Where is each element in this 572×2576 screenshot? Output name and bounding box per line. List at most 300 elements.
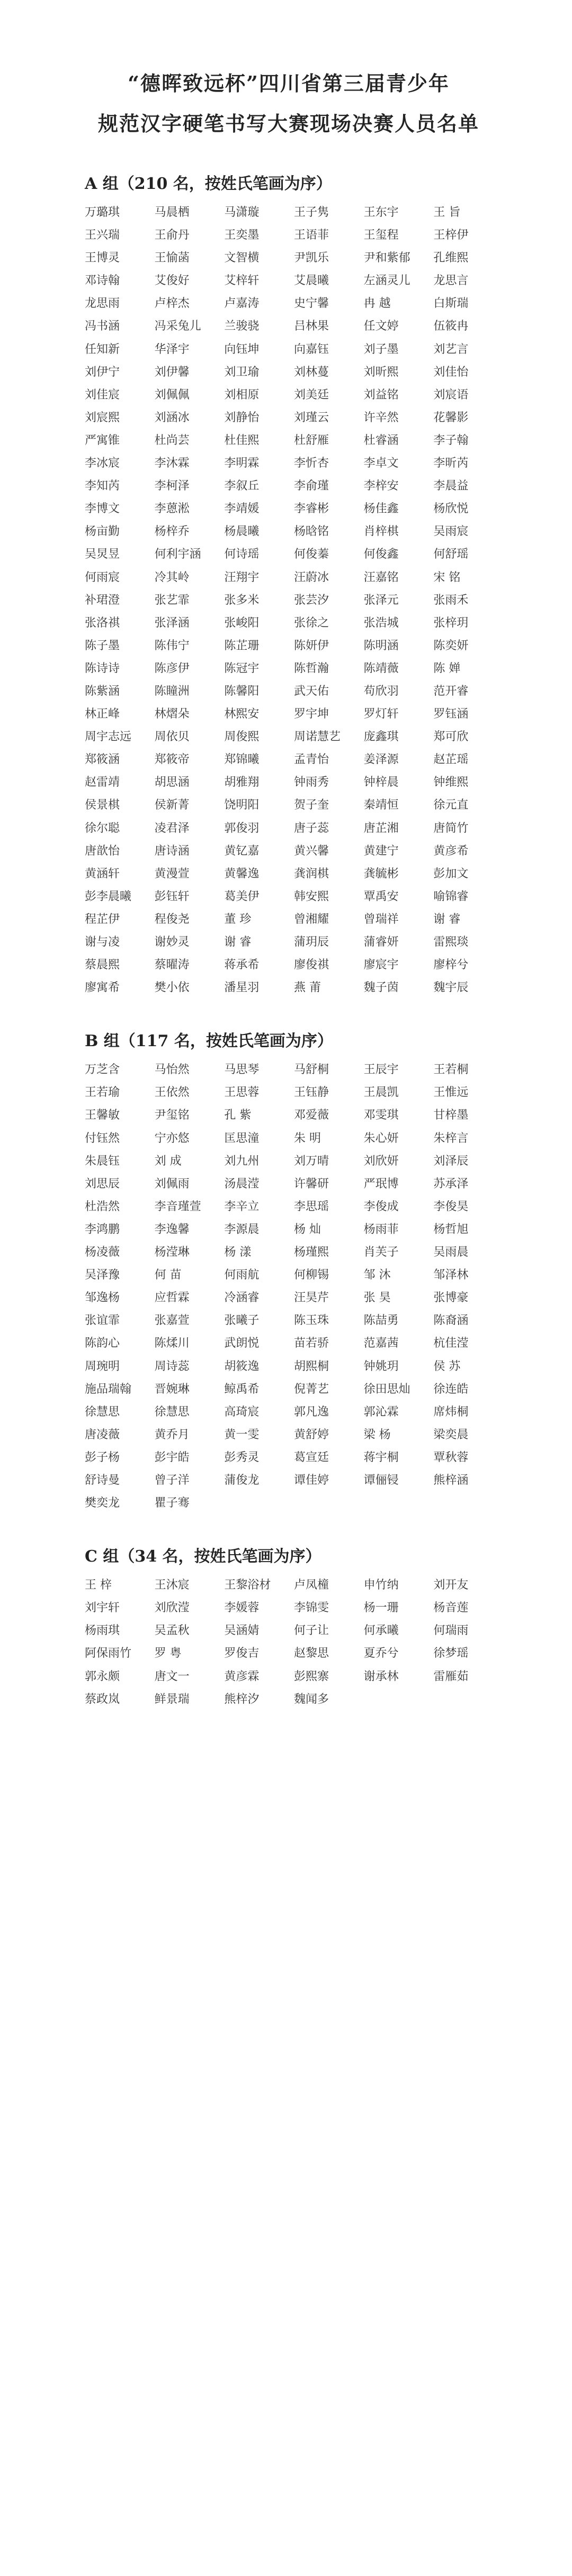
name-entry: 杭佳滢 [433, 1337, 469, 1350]
name-entry: 严寓锥 [85, 433, 120, 447]
name-entry: 杨哲旭 [433, 1222, 469, 1236]
name-entry: 杨梓乔 [154, 525, 190, 539]
name-entry: 彭李晨曦 [85, 890, 132, 903]
name-entry: 鲜景瑞 [154, 1692, 190, 1706]
name-entry: 周琬明 [85, 1359, 120, 1373]
name-entry: 向钰坤 [224, 342, 260, 356]
name-entry: 杨佳鑫 [363, 502, 399, 516]
name-entry: 万璐琪 [85, 206, 120, 219]
name-entry: 卢凤橦 [294, 1579, 329, 1592]
name-entry: 曾瑞祥 [363, 912, 399, 926]
name-entry: 李思瑶 [294, 1200, 329, 1213]
group-a-name-grid [85, 201, 503, 999]
name-entry: 张芸汐 [294, 593, 329, 607]
name-entry: 廖宸宇 [363, 958, 399, 972]
name-entry: 李忻杏 [294, 457, 329, 470]
name-entry: 马怡然 [154, 1063, 190, 1077]
name-entry: 汪蔚冰 [294, 570, 329, 584]
name-entry: 曾子洋 [154, 1473, 190, 1487]
name-entry: 杜睿涵 [363, 433, 399, 447]
name-entry: 郭永颇 [85, 1670, 120, 1683]
name-entry: 郑筱涵 [85, 753, 120, 767]
name-entry: 王奕墨 [224, 229, 260, 242]
name-entry: 陈哲瀚 [294, 661, 329, 675]
name-entry: 汪嘉铭 [363, 570, 399, 584]
name-entry: 陈明涵 [363, 639, 399, 652]
name-entry: 罗钰涵 [433, 708, 469, 721]
name-entry: 唐歆怡 [85, 844, 120, 858]
name-entry: 黄乔月 [154, 1428, 190, 1441]
group-a-section [85, 174, 503, 999]
name-entry: 张泽涵 [154, 616, 190, 630]
name-entry: 补珺澄 [85, 593, 120, 607]
name-entry: 邹 沐 [363, 1268, 391, 1282]
name-entry: 武天佑 [294, 684, 329, 698]
name-entry: 林正峰 [85, 708, 120, 721]
name-entry: 王晨凯 [363, 1086, 399, 1100]
name-entry: 黄漫萱 [154, 867, 190, 881]
name-entry: 任知新 [85, 342, 120, 356]
name-entry: 陈冠宇 [224, 661, 260, 675]
name-entry: 贺子奎 [294, 799, 329, 812]
name-entry: 王 梓 [85, 1579, 112, 1592]
name-entry: 彭钰轩 [154, 890, 190, 903]
name-entry: 唐文一 [154, 1670, 190, 1683]
group-c-section [85, 1546, 503, 1711]
name-entry: 彭熙寨 [294, 1670, 329, 1683]
name-entry: 李睿彬 [294, 502, 329, 516]
name-entry: 陈诗诗 [85, 661, 120, 675]
name-entry: 汪翔宇 [224, 570, 260, 584]
name-entry: 艾晨曦 [294, 274, 329, 288]
name-entry: 陈彦伊 [154, 661, 190, 675]
name-entry: 陈芷珊 [224, 639, 260, 652]
name-entry: 肖梓棋 [363, 525, 399, 539]
name-entry: 白斯瑞 [433, 297, 469, 311]
name-entry: 王沐宸 [154, 1579, 190, 1592]
name-entry: 黄建宁 [363, 844, 399, 858]
name-entry: 苗若骄 [294, 1337, 329, 1350]
name-entry: 何 苗 [154, 1268, 182, 1282]
name-entry: 梁奕晨 [433, 1428, 469, 1441]
name-entry: 汤晨滢 [224, 1177, 260, 1191]
name-entry: 何瑞雨 [433, 1624, 469, 1638]
title-line-2: 规范汉字硬笔书写大赛现场决赛人员名单 [97, 112, 479, 135]
name-entry: 徐连皓 [433, 1382, 469, 1396]
name-entry: 刘艺言 [433, 342, 469, 356]
name-entry: 李柯泽 [154, 479, 190, 493]
name-entry: 王馨敏 [85, 1109, 120, 1122]
name-entry: 凌君泽 [154, 821, 190, 835]
name-entry: 李明霖 [224, 457, 260, 470]
name-entry: 谢 睿 [224, 936, 252, 949]
name-entry: 艾俊好 [154, 274, 190, 288]
name-entry: 王思蓉 [224, 1086, 260, 1100]
name-entry: 杨瑾熙 [294, 1246, 329, 1259]
name-entry: 黄钇嘉 [224, 844, 260, 858]
name-entry: 何承曦 [363, 1624, 399, 1638]
name-entry: 刘美廷 [294, 388, 329, 402]
name-entry: 杨凌薇 [85, 1246, 120, 1259]
name-entry: 邓诗翰 [85, 274, 120, 288]
name-entry: 杨 漾 [224, 1246, 252, 1259]
name-entry: 唐凌薇 [85, 1428, 120, 1441]
name-entry: 陈 婵 [433, 661, 461, 675]
name-entry: 陈奕妍 [433, 639, 469, 652]
name-entry: 王梓伊 [433, 229, 469, 242]
name-entry: 饶明阳 [224, 799, 260, 812]
name-entry: 杜浩然 [85, 1200, 120, 1213]
name-entry: 艾梓轩 [224, 274, 260, 288]
name-entry: 王 旨 [433, 206, 461, 219]
name-entry: 杜舒雁 [294, 433, 329, 447]
name-entry: 彭秀灵 [224, 1450, 260, 1464]
name-entry: 李昕芮 [433, 457, 469, 470]
name-entry: 樊奕龙 [85, 1496, 120, 1510]
name-entry: 范开睿 [433, 684, 469, 698]
name-entry: 覃秋蓉 [433, 1450, 469, 1464]
name-entry: 李媛蓉 [224, 1601, 260, 1615]
name-entry: 黄一雯 [224, 1428, 260, 1441]
name-entry: 钟维熙 [433, 776, 469, 790]
name-entry: 陈子墨 [85, 639, 120, 652]
name-entry: 罗 粤 [154, 1647, 182, 1661]
name-entry: 苟欣羽 [363, 684, 399, 698]
name-entry: 何柳锡 [294, 1268, 329, 1282]
name-entry: 周俊熙 [224, 730, 260, 744]
name-entry: 王兴瑞 [85, 229, 120, 242]
name-entry: 唐简竹 [433, 821, 469, 835]
name-entry: 龙思雨 [85, 297, 120, 311]
name-entry: 彭子杨 [85, 1450, 120, 1464]
name-entry: 张梓玥 [433, 616, 469, 630]
name-entry: 罗宇坤 [294, 708, 329, 721]
name-entry: 冯采兔儿 [154, 320, 201, 333]
name-entry: 董 珍 [224, 912, 252, 926]
name-entry: 冉 越 [363, 297, 391, 311]
name-entry: 蒲睿妍 [363, 936, 399, 949]
name-entry: 陈紫涵 [85, 684, 120, 698]
name-entry: 肖芙子 [363, 1246, 399, 1259]
name-entry: 张泽元 [363, 593, 399, 607]
name-entry: 李音瑾萱 [154, 1200, 201, 1213]
name-entry: 孔 紫 [224, 1109, 252, 1122]
name-entry: 葛宣廷 [294, 1450, 329, 1464]
name-entry: 刘欣妍 [363, 1154, 399, 1168]
name-entry: 马舒桐 [294, 1063, 329, 1077]
name-entry: 廖寓希 [85, 981, 120, 995]
name-entry: 刘泽辰 [433, 1154, 469, 1168]
name-entry: 吴雨晨 [433, 1246, 469, 1259]
name-entry: 卢嘉涛 [224, 297, 260, 311]
name-entry: 陈馨阳 [224, 684, 260, 698]
name-entry: 吕林果 [294, 320, 329, 333]
name-entry: 熊梓涵 [433, 1473, 469, 1487]
name-entry: 杨亩勤 [85, 525, 120, 539]
name-entry: 黄涵轩 [85, 867, 120, 881]
name-entry: 邓爱薇 [294, 1109, 329, 1122]
name-entry: 姜泽源 [363, 753, 399, 767]
name-entry: 花馨影 [433, 411, 469, 424]
name-entry: 张洛祺 [85, 616, 120, 630]
name-entry: 许辛然 [363, 411, 399, 424]
name-entry: 刘九州 [224, 1154, 260, 1168]
name-entry: 冷涵睿 [224, 1291, 260, 1305]
name-entry: 龚润棋 [294, 867, 329, 881]
name-entry: 吴雨宸 [433, 525, 469, 539]
name-entry: 蒋承希 [224, 958, 260, 972]
name-entry: 刘益铭 [363, 388, 399, 402]
name-entry: 周依贝 [154, 730, 190, 744]
name-entry: 张峻阳 [224, 616, 260, 630]
name-entry: 史宁馨 [294, 297, 329, 311]
name-entry: 喻锦睿 [433, 890, 469, 903]
name-entry: 黄彦霖 [224, 1670, 260, 1683]
name-entry: 谢妙灵 [154, 936, 190, 949]
name-entry: 张徐之 [294, 616, 329, 630]
group-c-name-grid [85, 1574, 503, 1711]
name-entry: 刘子墨 [363, 342, 399, 356]
name-entry: 施品瑞翰 [85, 1382, 132, 1396]
name-entry: 陈玉珠 [294, 1314, 329, 1328]
name-entry: 付钰然 [85, 1131, 120, 1145]
name-entry: 李俞瑾 [294, 479, 329, 493]
name-entry: 郑筱帝 [154, 753, 190, 767]
name-entry: 刘昕熙 [363, 365, 399, 379]
name-entry: 任文婷 [363, 320, 399, 333]
name-entry: 赵芷瑶 [433, 753, 469, 767]
name-entry: 黄兴馨 [294, 844, 329, 858]
name-entry: 张 昊 [363, 1291, 391, 1305]
name-entry: 钟雨秀 [294, 776, 329, 790]
name-entry: 周宇志远 [85, 730, 132, 744]
name-entry: 刘涵冰 [154, 411, 190, 424]
name-entry: 钟姚玥 [363, 1359, 399, 1373]
name-entry: 杨音莲 [433, 1601, 469, 1615]
name-entry: 尹玺铭 [154, 1109, 190, 1122]
name-entry: 唐诗涵 [154, 844, 190, 858]
name-entry: 李辛立 [224, 1200, 260, 1213]
group-a-heading: A 组（210 名，按姓氏笔画为序） [85, 175, 332, 193]
name-entry: 侯新菁 [154, 799, 190, 812]
name-entry: 范嘉茜 [363, 1337, 399, 1350]
name-entry: 周诺慧艺 [294, 730, 341, 744]
name-entry: 何雨宸 [85, 570, 120, 584]
name-entry: 曾湘耀 [294, 912, 329, 926]
name-entry: 王若瑜 [85, 1086, 120, 1100]
name-entry: 程俊尧 [154, 912, 190, 926]
group-b-name-grid [85, 1058, 503, 1514]
name-entry: 匡思潼 [224, 1131, 260, 1145]
name-entry: 雷熙琰 [433, 936, 469, 949]
name-entry: 何子让 [294, 1624, 329, 1638]
name-entry: 王依然 [154, 1086, 190, 1100]
name-entry: 王钰静 [294, 1086, 329, 1100]
name-entry: 陈妍伊 [294, 639, 329, 652]
name-entry: 吴涵婧 [224, 1624, 260, 1638]
name-entry: 刘佩雨 [154, 1177, 190, 1191]
name-entry: 胡思涵 [154, 776, 190, 790]
name-entry: 张博豪 [433, 1291, 469, 1305]
name-entry: 蒲俊龙 [224, 1473, 260, 1487]
name-entry: 张曦子 [224, 1314, 260, 1328]
group-b-section [85, 1031, 503, 1514]
name-entry: 龙思言 [433, 274, 469, 288]
name-entry: 林熙安 [224, 708, 260, 721]
name-entry: 申竹纳 [363, 1579, 399, 1592]
name-entry: 庞鑫琪 [363, 730, 399, 744]
name-entry: 李沐霖 [154, 457, 190, 470]
name-entry: 唐芷湘 [363, 821, 399, 835]
name-entry: 魏闻多 [294, 1692, 329, 1706]
name-entry: 何利宇涵 [154, 548, 201, 561]
name-entry: 郭沁霖 [363, 1405, 399, 1419]
name-entry: 武朗悦 [224, 1337, 260, 1350]
name-entry: 杨雨菲 [363, 1222, 399, 1236]
name-entry: 罗灯轩 [363, 708, 399, 721]
name-entry: 李梓安 [363, 479, 399, 493]
name-entry: 王若桐 [433, 1063, 469, 1077]
name-entry: 张多米 [224, 593, 260, 607]
name-entry: 何雨航 [224, 1268, 260, 1282]
name-entry: 李锦雯 [294, 1601, 329, 1615]
name-entry: 卢梓杰 [154, 297, 190, 311]
name-entry: 徐元直 [433, 799, 469, 812]
name-entry: 阿保雨竹 [85, 1647, 132, 1661]
name-entry: 张嘉萱 [154, 1314, 190, 1328]
name-entry: 刘静怡 [224, 411, 260, 424]
name-entry: 蔡政岚 [85, 1692, 120, 1706]
name-entry: 何俊鑫 [363, 548, 399, 561]
name-entry: 李俊昊 [433, 1200, 469, 1213]
name-entry: 胡雅翔 [224, 776, 260, 790]
name-entry: 邹泽林 [433, 1268, 469, 1282]
name-entry: 刘宇轩 [85, 1601, 120, 1615]
name-entry: 何俊蓁 [294, 548, 329, 561]
name-entry: 胡熙桐 [294, 1359, 329, 1373]
name-entry: 谢与凌 [85, 936, 120, 949]
name-entry: 程芷伊 [85, 912, 120, 926]
name-entry: 邹逸杨 [85, 1291, 120, 1305]
name-entry: 覃禹安 [363, 890, 399, 903]
name-entry: 李俊成 [363, 1200, 399, 1213]
name-entry: 黄舒婷 [294, 1428, 329, 1441]
name-entry: 冯书涵 [85, 320, 120, 333]
name-entry: 向嘉钰 [294, 342, 329, 356]
name-entry: 宁亦悠 [154, 1131, 190, 1145]
name-entry: 冷其岭 [154, 570, 190, 584]
name-entry: 刘佳怡 [433, 365, 469, 379]
name-entry: 伍筱冉 [433, 320, 469, 333]
name-entry: 徐慧思 [85, 1405, 120, 1419]
name-entry: 马晨栖 [154, 206, 190, 219]
name-entry: 李蒽淞 [154, 502, 190, 516]
name-entry: 何舒瑶 [433, 548, 469, 561]
name-entry: 郭凡逸 [294, 1405, 329, 1419]
name-entry: 刘林蔓 [294, 365, 329, 379]
name-entry: 秦靖恒 [363, 799, 399, 812]
name-entry: 杨晨曦 [224, 525, 260, 539]
group-b-heading: B 组（117 名，按姓氏笔画为序） [85, 1032, 333, 1051]
name-entry: 樊小依 [154, 981, 190, 995]
name-entry: 魏宇辰 [433, 981, 469, 995]
name-entry: 杨滢琳 [154, 1246, 190, 1259]
name-entry: 舒诗曼 [85, 1473, 120, 1487]
name-entry: 徐梦瑶 [433, 1647, 469, 1661]
name-entry: 朱 明 [294, 1131, 321, 1145]
name-entry: 刘伊宁 [85, 365, 120, 379]
name-entry: 蒋宇桐 [363, 1450, 399, 1464]
name-entry: 晋婉琳 [154, 1382, 190, 1396]
name-entry: 刘欣滢 [154, 1601, 190, 1615]
name-entry: 邓雯琪 [363, 1109, 399, 1122]
name-entry: 李源晨 [224, 1222, 260, 1236]
name-entry: 谭俪锓 [363, 1473, 399, 1487]
name-entry: 黄彦希 [433, 844, 469, 858]
name-entry: 王惟远 [433, 1086, 469, 1100]
name-entry: 郑可欣 [433, 730, 469, 744]
name-entry: 陈煣川 [154, 1337, 190, 1350]
name-entry: 杨欣悦 [433, 502, 469, 516]
name-entry: 钟梓晨 [363, 776, 399, 790]
name-entry: 王黎浴材 [224, 1579, 271, 1592]
name-entry: 刘宸熙 [85, 411, 120, 424]
name-entry: 魏子茵 [363, 981, 399, 995]
name-entry: 廖俊祺 [294, 958, 329, 972]
name-entry: 杜尚芸 [154, 433, 190, 447]
name-entry: 熊梓汐 [224, 1692, 260, 1706]
name-entry: 何诗瑶 [224, 548, 260, 561]
name-entry: 葛美伊 [224, 890, 260, 903]
name-entry: 宋 铭 [433, 570, 461, 584]
name-entry: 李冰宸 [85, 457, 120, 470]
name-entry: 尹和紫郁 [363, 251, 410, 265]
name-entry: 郑锦曦 [224, 753, 260, 767]
name-entry: 谢 睿 [433, 912, 461, 926]
name-entry: 应哲霖 [154, 1291, 190, 1305]
name-entry: 赵雷靖 [85, 776, 120, 790]
title-line-1: “德晖致远杯”四川省第三届青少年 [128, 71, 450, 95]
name-entry: 李靖媛 [224, 502, 260, 516]
document-title [85, 64, 503, 144]
name-entry: 张雨禾 [433, 593, 469, 607]
name-entry: 夏乔兮 [363, 1647, 399, 1661]
name-entry: 李子翰 [433, 433, 469, 447]
name-entry: 张谊霏 [85, 1314, 120, 1328]
name-entry: 彭加文 [433, 867, 469, 881]
name-entry: 李逸馨 [154, 1222, 190, 1236]
name-entry: 左涵灵儿 [363, 274, 410, 288]
name-entry: 龚毓彬 [363, 867, 399, 881]
name-entry: 廖梓兮 [433, 958, 469, 972]
name-entry: 马思琴 [224, 1063, 260, 1077]
name-entry: 甘梓墨 [433, 1109, 469, 1122]
name-entry: 兰骏骁 [224, 320, 260, 333]
name-entry: 林熠朵 [154, 708, 190, 721]
name-entry: 杨一珊 [363, 1601, 399, 1615]
name-entry: 陈瞳洲 [154, 684, 190, 698]
name-entry: 王东宇 [363, 206, 399, 219]
name-entry: 高琦宸 [224, 1405, 260, 1419]
name-entry: 潘星羽 [224, 981, 260, 995]
name-entry: 赵黎思 [294, 1647, 329, 1661]
name-entry: 刘伊馨 [154, 365, 190, 379]
name-entry: 蒲玥辰 [294, 936, 329, 949]
name-entry: 罗俊吉 [224, 1647, 260, 1661]
name-entry: 许馨研 [294, 1177, 329, 1191]
name-entry: 谢承林 [363, 1670, 399, 1683]
name-entry: 谭佳婷 [294, 1473, 329, 1487]
